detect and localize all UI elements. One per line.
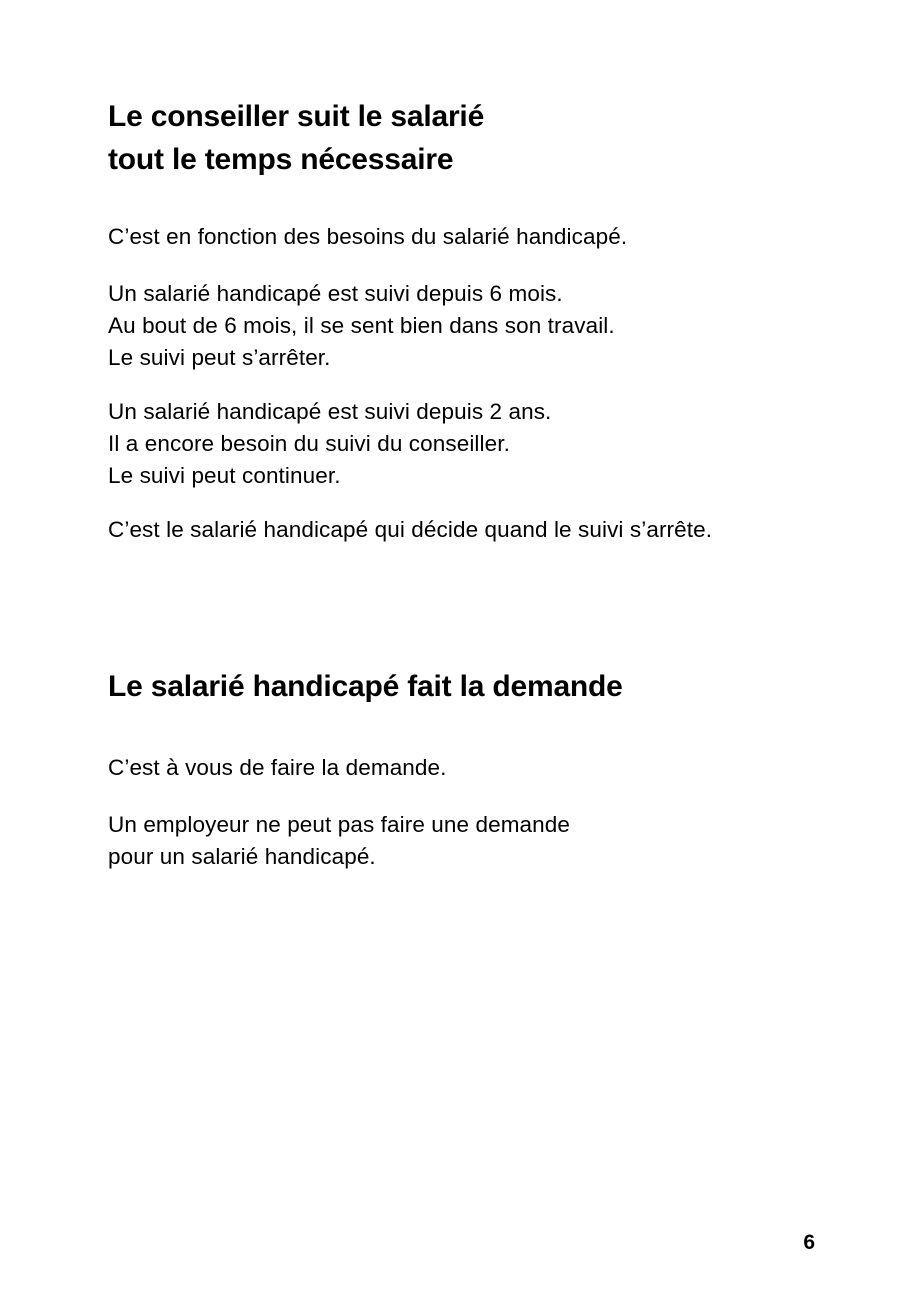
- section-title-1-line-1: Le conseiller suit le salarié: [108, 100, 485, 133]
- paragraph-1-4: [108, 514, 808, 546]
- paragraph-1-4-line-1: C’est le salarié handicapé qui décide quand le suivi s’arrête.: [108, 516, 713, 542]
- paragraph-1-2-line-2: Au bout de 6 mois, il se sent bien dans son travail.: [108, 313, 615, 339]
- paragraph-2-1-line-1: C’est à vous de faire la demande.: [108, 755, 447, 781]
- paragraph-1-3-line-3: Le suivi peut continuer.: [108, 462, 341, 488]
- paragraph-1-3: [108, 396, 808, 492]
- spacer: [108, 181, 808, 221]
- page-number: 6: [803, 1231, 815, 1254]
- paragraph-1-3-line-1: Un salarié handicapé est suivi depuis 2 ans.: [108, 398, 552, 424]
- paragraph-2-2-line-2: pour un salarié handicapé.: [108, 844, 376, 870]
- paragraph-1-2: [108, 278, 808, 374]
- section-spacer: [108, 546, 808, 666]
- paragraph-1-3-line-2: Il a encore besoin du suivi du conseiller.: [108, 430, 510, 456]
- section-title-2: [108, 666, 808, 709]
- paragraph-1-2-line-3: Le suivi peut s’arrêter.: [108, 345, 331, 370]
- paragraph-2-1: [108, 752, 808, 784]
- spacer: [108, 708, 808, 752]
- page-content: [108, 96, 808, 873]
- spacer: [108, 253, 808, 278]
- paragraph-2-2: [108, 809, 808, 873]
- section-title-2-line-1: Le salarié handicapé fait la demande: [108, 669, 623, 703]
- paragraph-2-2-line-1: Un employeur ne peut pas faire une demande: [108, 812, 570, 838]
- spacer: [108, 784, 808, 809]
- paragraph-1-1-line-1: C’est en fonction des besoins du salarié handicapé.: [108, 224, 628, 250]
- section-title-1-line-2: tout le temps nécessaire: [108, 142, 454, 176]
- paragraph-1-2-line-1: Un salarié handicapé est suivi depuis 6 mois.: [108, 281, 563, 307]
- section-title-1: [108, 96, 808, 181]
- spacer: [108, 374, 808, 396]
- paragraph-1-1: [108, 221, 808, 253]
- spacer: [108, 492, 808, 514]
